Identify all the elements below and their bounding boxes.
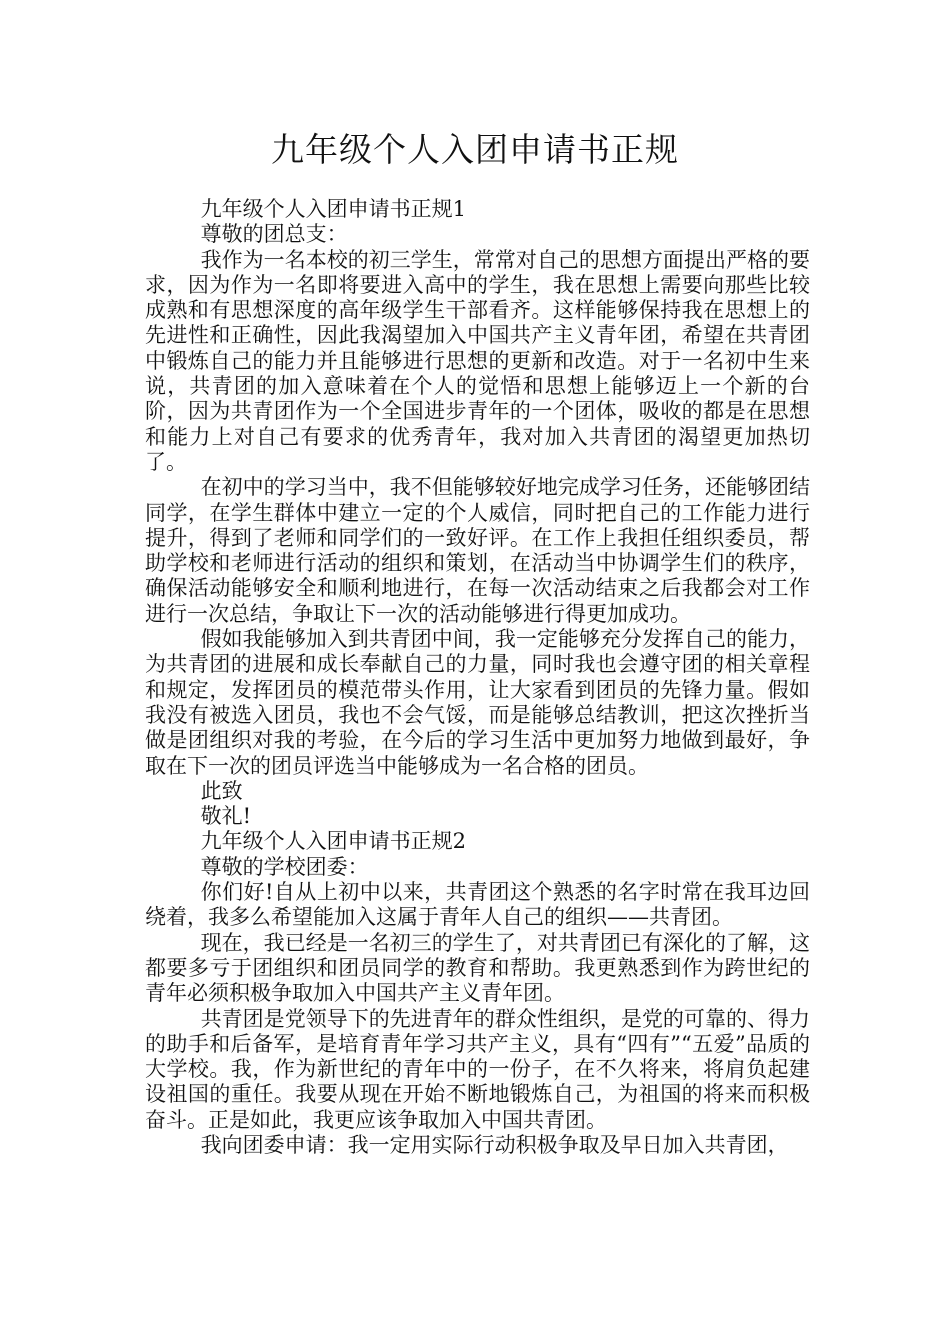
salutation-2: 尊敬的学校团委： — [200, 854, 369, 879]
salutation-1: 尊敬的团总支： — [200, 222, 348, 247]
document-title: 九年级个人入团申请书正规 — [271, 130, 679, 169]
body-paragraph: 假如我能够加入到共青团中间，我一定能够充分发挥自己的能力，为共青团的进展和成长奉献自己的力量，同时我也会遵守团的相关章程和规定，发挥团员的模范带头作用，让大家看到团员的先锋力量。假如我没有被选入团员，我也不会气馁，而是能够总结教训，把这次挫折当做是团组织对我的考验，在今后的学习生活中更加努力地做到最好，争取在下一次的团员评选当中能够成为一名合格的团员。 — [145, 627, 810, 778]
body-paragraph: 我向团委申请：我一定用实际行动积极争取及早日加入共青团， — [200, 1132, 789, 1157]
closing-line: 敬礼! — [200, 804, 252, 829]
section-heading-2: 九年级个人入团申请书正规2 — [200, 829, 467, 854]
body-paragraph: 我作为一名本校的初三学生，常常对自己的思想方面提出严格的要求，因为作为一名即将要进入高中的学生，我在思想上需要向那些比较成熟和有思想深度的高年级学生干部看齐。这样能够保持我在思想上的先进性和正确性，因此我渴望加入中国共产主义青年团，希望在共青团中锻炼自己的能力并且能够进行思想的更新和改造。对于一名初中生来说，共青团的加入意味着在个人的觉悟和思想上能够迈上一个新的台阶，因为共青团作为一个全国进步青年的一个团体，吸收的都是在思想和能力上对自己有要求的优秀青年，我对加入共青团的渴望更加热切了。 — [145, 247, 810, 474]
closing-line: 此致 — [200, 778, 243, 803]
body-paragraph: 现在，我已经是一名初三的学生了，对共青团已有深化的了解，这都要多亏于团组织和团员同学的教育和帮助。我更熟悉到作为跨世纪的青年必须积极争取加入中国共产主义青年团。 — [145, 930, 810, 1006]
document-body — [145, 197, 810, 1158]
section-heading-1: 九年级个人入团申请书正规1 — [200, 197, 467, 221]
body-paragraph: 在初中的学习当中，我不但能够较好地完成学习任务，还能够团结同学，在学生群体中建立一定的个人威信，同时把自己的工作能力进行提升，得到了老师和同学们的一致好评。在工作上我担任组织委员，帮助学校和老师进行活动的组织和策划，在活动当中协调学生们的秩序，确保活动能够安全和顺利地进行，在每一次活动结束之后我都会对工作进行一次总结，争取让下一次的活动能够进行得更加成功。 — [145, 475, 810, 626]
body-paragraph: 你们好!自从上初中以来，共青团这个熟悉的名字时常在我耳边回绕着，我多么希望能加入这属于青年人自己的组织——共青团。 — [145, 880, 810, 930]
body-paragraph: 共青团是党领导下的先进青年的群众性组织，是党的可靠的、得力的助手和后备军，是培育青年学习共产主义，具有“四有”“五爱”品质的大学校。我，作为新世纪的青年中的一份子，在不久将来，将肩负起建设祖国的重任。我要从现在开始不断地锻炼自己，为祖国的将来而积极奋斗。正是如此，我更应该争取加入中国共青团。 — [145, 1006, 810, 1132]
